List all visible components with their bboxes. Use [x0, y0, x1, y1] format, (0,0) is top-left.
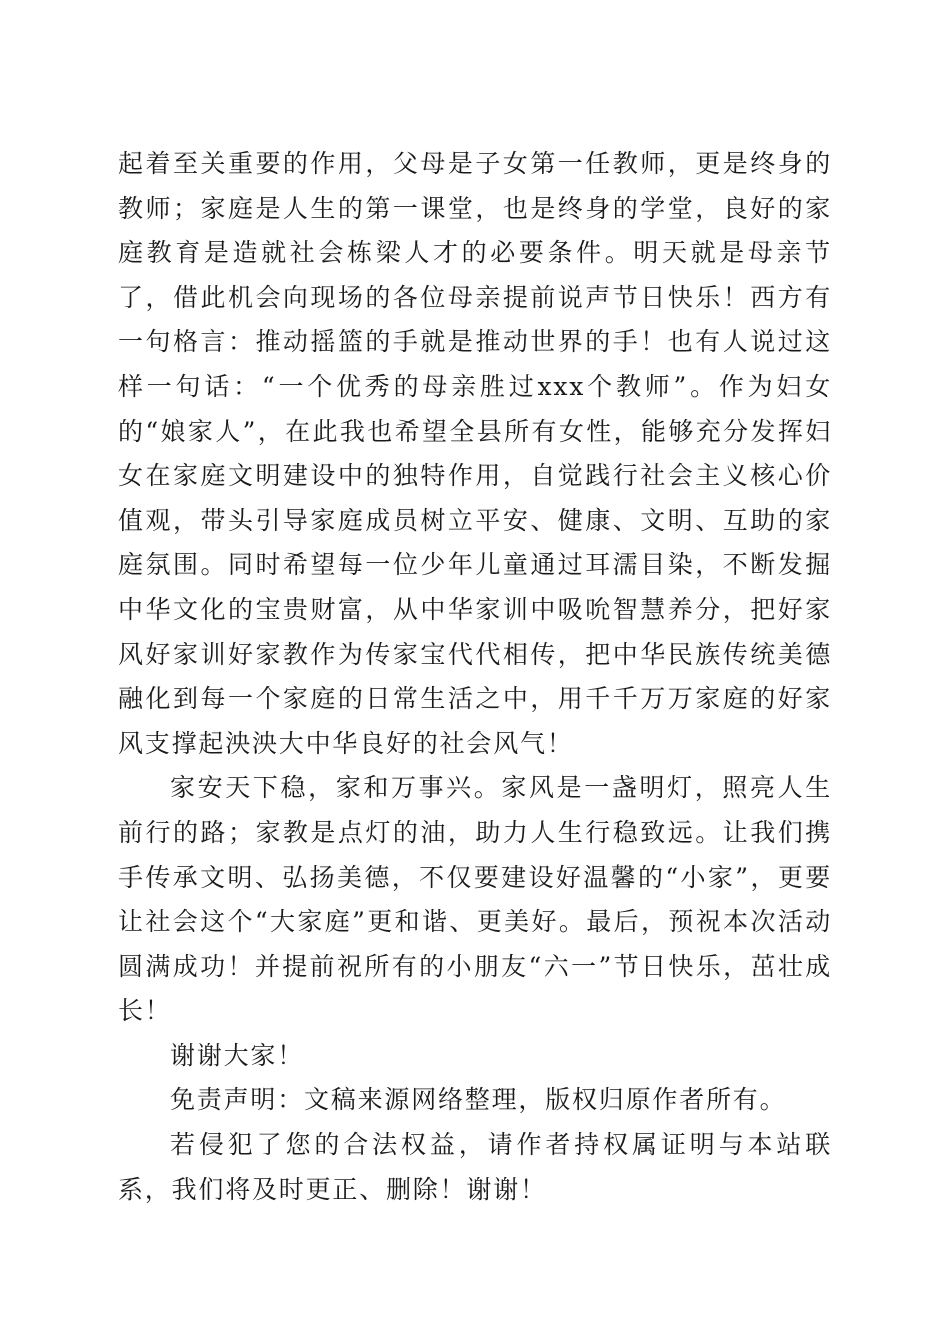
paragraph-infringement-notice: 若侵犯了您的合法权益，请作者持权属证明与本站联系，我们将及时更正、删除！谢谢！ — [118, 1130, 832, 1204]
paragraph-closing-remarks: 家安天下稳，家和万事兴。家风是一盏明灯，照亮人生前行的路；家教是点灯的油，助力人生行稳致远。让我们携手传承文明、弘扬美德，不仅要建设好温馨的“小家”，更要让社会这个“大家庭”更和谐、更美好。最后，预祝本次活动圆满成功！并提前祝所有的小朋友“六一”节日快乐，茁壮成长！ — [118, 773, 832, 1026]
paragraph-thanks: 谢谢大家！ — [170, 1040, 305, 1070]
paragraph-continuation: 起着至关重要的作用，父母是子女第一任教师，更是终身的教师；家庭是人生的第一课堂，也是终身的学堂，良好的家庭教育是造就社会栋梁人才的必要条件。明天就是母亲节了，借此机会向现场的各位母亲提前说声节日快乐！西方有一句格言：推动摇篮的手就是推动世界的手！也有人说过这样一句话：“一个优秀的母亲胜过xxx个教师”。作为妇女的“娘家人”，在此我也希望全县所有女性，能够充分发挥妇女在家庭文明建设中的独特作用，自觉践行社会主义核心价值观，带头引导家庭成员树立平安、健康、文明、互助的家庭氛围。同时希望每一位少年儿童通过耳濡目染，不断发掘中华文化的宝贵财富，从中华家训中吸吮智慧养分，把好家风好家训好家教作为传家宝代代相传，把中华民族传统美德融化到每一个家庭的日常生活之中，用千千万万家庭的好家风支撑起泱泱大中华良好的社会风气！ — [118, 149, 832, 758]
paragraph-disclaimer: 免责声明：文稿来源网络整理，版权归原作者所有。 — [170, 1085, 787, 1115]
document-body — [118, 142, 832, 1212]
